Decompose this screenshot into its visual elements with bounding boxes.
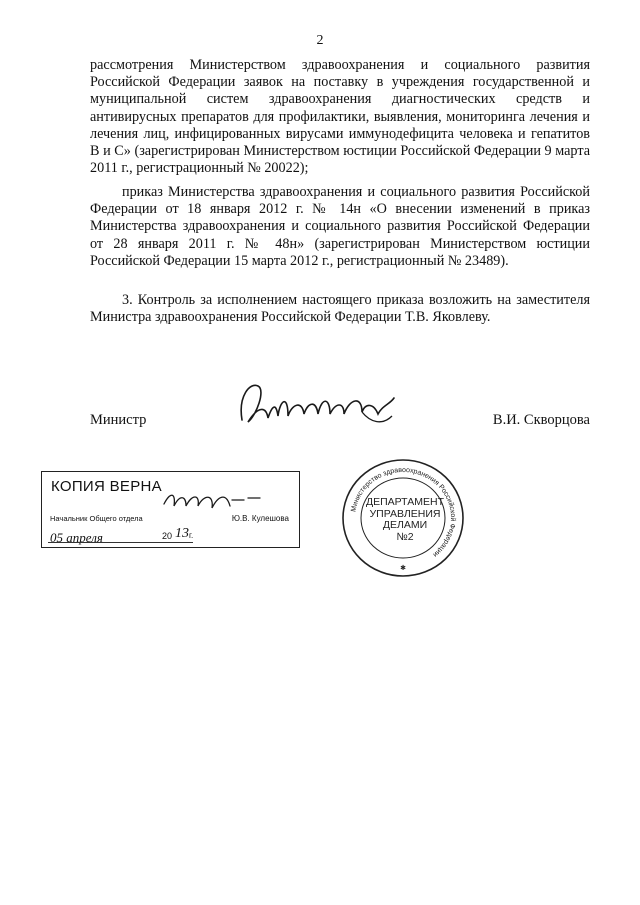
copy-stamp-signature [160, 482, 280, 516]
copy-stamp-role: Начальник Общего отдела [50, 514, 143, 523]
seal-line-1: ДЕПАРТАМЕНТ [365, 496, 444, 508]
svg-text:✱: ✱ [400, 564, 406, 572]
paragraph-continuation: рассмотрения Министерством здравоохранения и социального развития Российской Федерации заявок на поставку в учреждения государственной и муниципальной систем здравоохранения диагностических средств и антивирусных препаратов для профилактики, выявления, мониторинга лечения и лечения лиц, инфицированных вирусами иммунодефицита человека и гепатитов В и С» (зарегистрирован Министерством юстиции Российской Федерации 9 марта 2011 г., регистрационный № 20022); [90, 57, 590, 177]
copy-stamp-date: 05 апреля [50, 530, 103, 545]
paragraph-control-clause: 3. Контроль за исполнением настоящего приказа возложить на заместителя Министра здравоохранения Российской Федерации Т.В. Яковлеву. [90, 292, 590, 326]
copy-stamp-name: Ю.В. Кулешова [231, 514, 289, 523]
certified-copy-stamp [41, 471, 300, 548]
copy-stamp-date-line [48, 542, 193, 543]
paragraph-order-14n: приказ Министерства здравоохранения и социального развития Российской Федерации от 18 января 2012 г. № 14н «О внесении изменений в приказ Министерства здравоохранения и социального развития Российской Федерации от 28 января 2011 г. № 48н» (зарегистрирован Министерством юстиции Российской Федерации 15 марта 2012 г., регистрационный № 23489). [90, 184, 590, 269]
seal-line-4: №2 [396, 530, 414, 543]
copy-stamp-year-prefix: 20 [162, 531, 173, 541]
page-number: 2 [316, 33, 324, 48]
seal-line-3: ДЕЛАМИ [382, 519, 428, 531]
signer-role: Министр [90, 412, 147, 428]
seal-line-2: УПРАВЛЕНИЯ [369, 507, 441, 520]
copy-stamp-year: 13 [175, 526, 189, 541]
copy-stamp-title: КОПИЯ ВЕРНА [51, 478, 162, 495]
seal-center-text [357, 497, 453, 543]
copy-stamp-year-suffix: г. [189, 531, 194, 540]
seal-ring-text: Министерство здравоохранения Российской Федерации [350, 466, 457, 559]
signer-name: В.И. Скворцова [492, 412, 590, 428]
minister-signature [232, 376, 402, 436]
